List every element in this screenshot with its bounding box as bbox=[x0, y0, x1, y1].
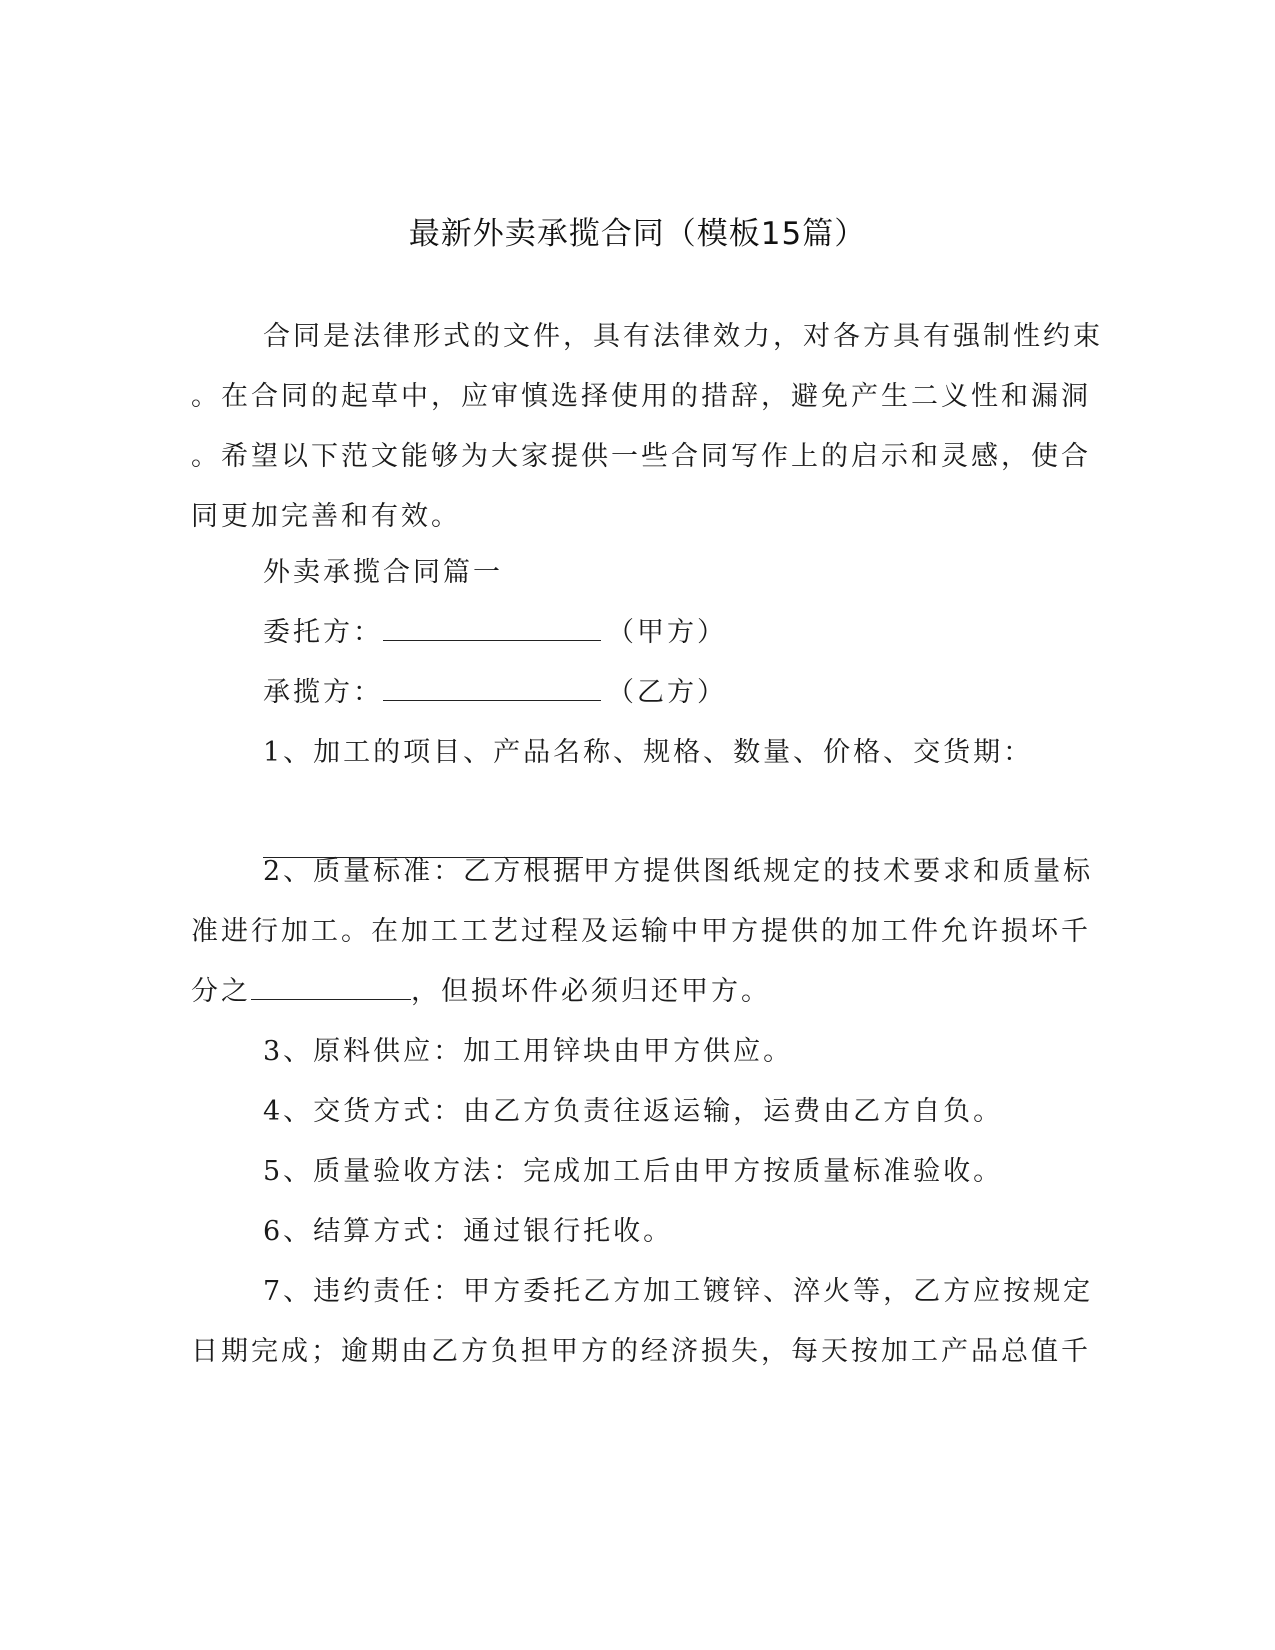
party-b-label: 承揽方： bbox=[263, 677, 383, 708]
intro-line: 。在合同的起草中，应审慎选择使用的措辞，避免产生二义性和漏洞 bbox=[191, 381, 1091, 412]
clauses-block bbox=[191, 842, 1094, 1382]
clause-2-blank bbox=[251, 971, 411, 1000]
clause-2-line bbox=[191, 962, 1086, 1022]
party-a-line bbox=[191, 603, 1086, 663]
party-b-suffix: （乙方） bbox=[607, 677, 727, 708]
intro-paragraph bbox=[191, 307, 1103, 547]
intro-line: 同更加完善和有效。 bbox=[191, 501, 461, 532]
contract-header-block bbox=[191, 543, 1086, 783]
party-a-blank bbox=[383, 612, 601, 641]
clause-2-suffix: ，但损坏件必须归还甲方。 bbox=[411, 976, 771, 1007]
clause-6: 6、结算方式：通过银行托收。 bbox=[263, 1216, 674, 1247]
clause-1: 1、加工的项目、产品名称、规格、数量、价格、交货期： bbox=[263, 737, 1034, 768]
intro-line: 。希望以下范文能够为大家提供一些合同写作上的启示和灵感，使合 bbox=[191, 441, 1091, 472]
clause-3: 3、原料供应：加工用锌块由甲方供应。 bbox=[263, 1036, 794, 1067]
clause-2-line: 准进行加工。在加工工艺过程及运输中甲方提供的加工件允许损坏千 bbox=[191, 916, 1091, 947]
clause-5: 5、质量验收方法：完成加工后由甲方按质量标准验收。 bbox=[263, 1156, 1004, 1187]
clause-2-prefix: 分之 bbox=[191, 976, 251, 1007]
document-title: 最新外卖承揽合同（模板15篇） bbox=[408, 216, 867, 252]
clause-4: 4、交货方式：由乙方负责往返运输，运费由乙方自负。 bbox=[263, 1096, 1004, 1127]
party-a-suffix: （甲方） bbox=[607, 617, 727, 648]
party-a-label: 委托方： bbox=[263, 617, 383, 648]
clause-2-line: 2、质量标准：乙方根据甲方提供图纸规定的技术要求和质量标 bbox=[263, 856, 1094, 887]
intro-line: 合同是法律形式的文件，具有法律效力，对各方具有强制性约束 bbox=[263, 321, 1103, 352]
party-b-line bbox=[191, 663, 1086, 723]
clause-7-line: 日期完成；逾期由乙方负担甲方的经济损失，每天按加工产品总值千 bbox=[191, 1336, 1091, 1367]
party-b-blank bbox=[383, 672, 601, 701]
clause-7-line: 7、违约责任：甲方委托乙方加工镀锌、淬火等，乙方应按规定 bbox=[263, 1276, 1094, 1307]
section-heading: 外卖承揽合同篇一 bbox=[263, 557, 503, 588]
